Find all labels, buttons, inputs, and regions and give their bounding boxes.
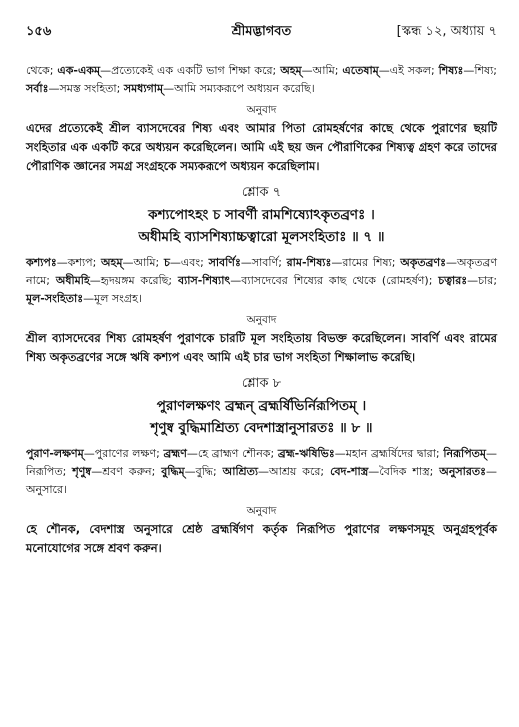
sanskrit-word: অকৃতব্রণঃ	[400, 256, 447, 269]
word-meaning: —আমি সম্যকরূপে অধ্যয়ন করেছি।	[163, 82, 315, 95]
word-meaning: —আমি;	[301, 64, 339, 77]
word-meaning: —ব্যাসদেবের শিষ্যের কাছ থেকে (রোমহর্ষণ);	[230, 274, 433, 287]
sanskrit-word: নিরূপিতম্	[443, 447, 487, 460]
translation-text: এদের প্রত্যেকেই শ্রীল ব্যাসদেবের শিষ্য এবং আমার পিতা রোমহর্ষণের কাছে থেকে পুরাণের ছয়টি সংহিতার এক একটি করে অধ্যয়ন করেছিলেন। আমি এই ছয় জন পৌরাণিকের শিষ্যত্ব গ্রহণ করে তাদের পৌরাণিক জ্ঞানের সমগ্র সংগ্রহকে সম্যকরূপে অধ্যয়ন করেছিলাম।	[26, 121, 497, 173]
sanskrit-word: রাম-শিষ্যঃ	[286, 256, 332, 269]
running-header	[26, 22, 497, 42]
word-meaning: —শিষ্য;	[463, 64, 497, 77]
word-meaning: থেকে;	[26, 64, 54, 77]
sloka-8-translation: হে শৌনক, বেদশাস্ত্র অনুসারে শ্রেষ্ঠ ব্রহ্মর্ষিগণ কর্তৃক নিরূপিত পুরাণের লক্ষণসমূহ অনুগ্রহপূর্বক মনোযোগের সঙ্গে শ্রবণ করুন।	[26, 522, 497, 555]
sanskrit-word: সর্বাঃ	[26, 82, 49, 95]
sloka-7-synonyms	[26, 254, 497, 308]
sloka-7-translation: শ্রীল ব্যাসদেবের শিষ্য রোমহর্ষণ পুরাণকে চারটি মূল সংহিতায় বিভক্ত করেছিলেন। সাবর্ণি এবং রামের শিষ্য অকৃতব্রণের সঙ্গে ঋষি কশ্যপ এবং আমি এই চার ভাগ সংহিতা শিক্ষালাভ করেছি।	[26, 331, 497, 364]
word-meaning: —আমি;	[122, 256, 160, 269]
word-meaning: —সাবর্ণি;	[240, 256, 282, 269]
sanskrit-word: এতেষাম্	[342, 64, 379, 77]
sloka-8-line-1: পুরাণলক্ষণং ব্রহ্মন্ ব্রহ্মর্ষিভির্নিরূপিতম্ ।	[156, 398, 367, 414]
sanskrit-word: অনুসারতঃ	[439, 465, 487, 478]
word-meaning: —অকৃতব্রণ নামে;	[26, 256, 497, 287]
word-meaning: —পুরাণের লক্ষণ;	[83, 447, 160, 460]
page-content	[26, 62, 497, 558]
sanskrit-word: শিষ্যঃ	[438, 64, 464, 77]
sloka-8-synonyms	[26, 445, 497, 499]
sanskrit-word: চত্বারঃ	[438, 274, 468, 287]
word-meaning: —বুদ্ধি;	[184, 465, 217, 478]
anubad-label: অনুবাদ	[246, 314, 277, 326]
word-meaning: —এবং;	[169, 256, 204, 269]
sanskrit-word: অধীমহি	[55, 274, 90, 287]
page-number: ১৫৬	[26, 24, 52, 39]
word-meaning: —শ্রবণ করুন;	[91, 465, 156, 478]
sanskrit-word: অহম্	[101, 256, 123, 269]
word-meaning: —অনুসারে।	[26, 465, 498, 496]
word-meaning: —বৈদিক শাস্ত্র;	[368, 465, 434, 478]
sanskrit-word: পুরাণ-লক্ষণম্	[26, 447, 84, 460]
word-meaning: —মহান ব্রহ্মর্ষিদের দ্বারা;	[334, 447, 440, 460]
sanskrit-word: অহম্	[280, 64, 302, 77]
synonyms-continued	[26, 62, 497, 98]
sanskrit-word: এক-একম্	[57, 64, 101, 77]
word-meaning: —হৃদয়ঙ্গম করেছি;	[89, 274, 173, 287]
word-meaning: —রামের শিষ্য;	[331, 256, 396, 269]
sanskrit-word: মূল-সংহিতাঃ	[26, 292, 84, 305]
sanskrit-word: সাবর্ণিঃ	[208, 256, 241, 269]
anubad-label: অনুবাদ	[246, 104, 277, 116]
word-meaning: —মূল সংগ্রহ।	[83, 292, 142, 305]
sloka-7-title: শ্লোক ৭	[241, 185, 282, 200]
word-meaning: —হে ব্রাহ্মণ শৌনক;	[186, 447, 275, 460]
word-meaning: —কশ্যপ;	[56, 256, 97, 269]
sanskrit-word: কশ্যপঃ	[26, 256, 57, 269]
sloka-8-line-2: শৃণুষ্ব বুদ্ধিমাশ্রিত্য বেদশাস্ত্রানুসারতঃ ॥ ৮ ॥	[150, 420, 373, 436]
sanskrit-word: শৃণুষ্ব	[72, 465, 92, 478]
sloka-7-line-2: অধীমহি ব্যাসশিষ্যাচ্চত্বারো মূলসংহিতাঃ ॥ ৭ ॥	[138, 229, 385, 245]
sanskrit-word: চ	[163, 256, 170, 269]
word-meaning: —নিরূপিত;	[26, 447, 498, 478]
book-title: শ্রীমদ্ভাগবত	[231, 24, 292, 39]
word-meaning: —আশ্রয় করে;	[258, 465, 325, 478]
sanskrit-word: বেদ-শাস্ত্র	[330, 465, 369, 478]
chapter-reference: [স্কন্ধ ১২, অধ্যায় ৭	[396, 24, 497, 39]
sanskrit-word: আশ্রিত্য	[222, 465, 259, 478]
anubad-label: অনুবাদ	[246, 505, 277, 517]
sanskrit-word: ব্রহ্মণ	[163, 447, 187, 460]
sanskrit-word: সমধ্যগাম্	[123, 82, 164, 95]
sanskrit-word: বুদ্ধিম্	[161, 465, 185, 478]
sloka-7-line-1: কশ্যপোঽহং চ সাবর্ণী রামশিষ্যোঽকৃতব্রণঃ ।	[148, 207, 375, 223]
sanskrit-word: ব্যাস-শিষ্যাৎ	[177, 274, 231, 287]
word-meaning: —চার;	[467, 274, 498, 287]
sanskrit-word: ব্রহ্ম-ঋষিভিঃ	[277, 447, 335, 460]
word-meaning: —প্রত্যেকেই এক একটি ভাগ শিক্ষা করে;	[100, 64, 277, 77]
word-meaning: —এই সকল;	[378, 64, 435, 77]
word-meaning: —সমস্ত সংহিতা;	[48, 82, 121, 95]
sloka-8-title: শ্লোক ৮	[241, 376, 282, 391]
